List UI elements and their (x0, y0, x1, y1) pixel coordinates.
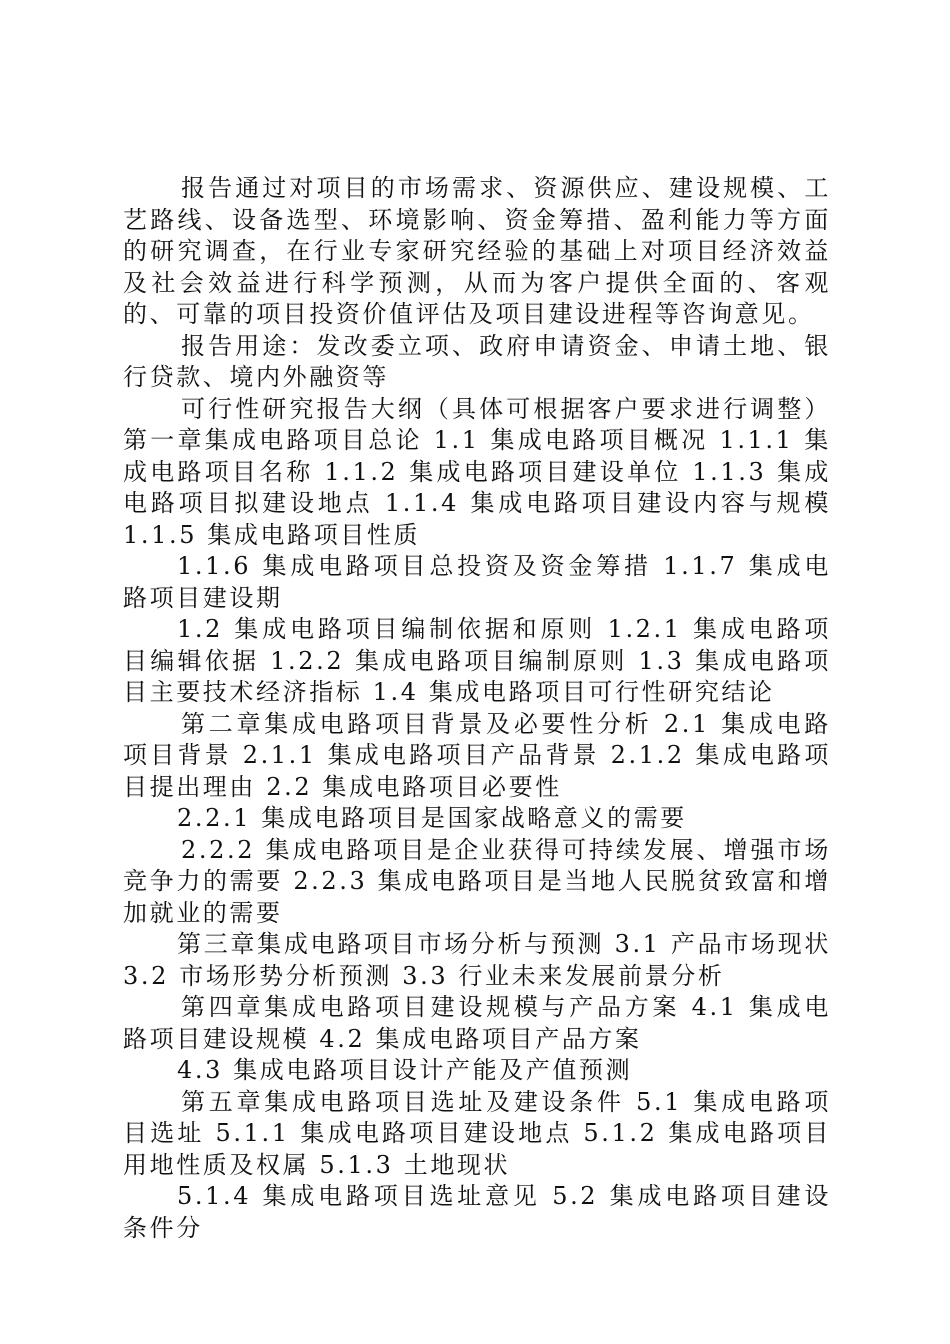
document-body (123, 173, 831, 1244)
paragraph-report-intro: 报告通过对项目的市场需求、资源供应、建设规模、工艺路线、设备选型、环境影响、资金筹措、盈利能力等方面的研究调查，在行业专家研究经验的基础上对项目经济效益及社会效益进行科学预测，从而为客户提供全面的、客观的、可靠的项目投资价值评估及项目建设进程等咨询意见。 (123, 174, 831, 328)
paragraph-outline-chapter-5: 第五章集成电路项目选址及建设条件 5.1 集成电路项目选址 5.1.1 集成电路项目建设地点 5.1.2 集成电路项目用地性质及权属 5.1.3 土地现状 (123, 1087, 831, 1179)
paragraph-outline-1-1-6: 1.1.6 集成电路项目总投资及资金筹措 1.1.7 集成电路项目建设期 (123, 552, 831, 612)
paragraph-report-usage: 报告用途：发改委立项、政府申请资金、申请土地、银行贷款、境内外融资等 (123, 331, 831, 391)
paragraph-outline-5-1-4: 5.1.4 集成电路项目选址意见 5.2 集成电路项目建设条件分 (123, 1182, 831, 1242)
paragraph-outline-2-2-1: 2.2.1 集成电路项目是国家战略意义的需要 (177, 804, 687, 832)
paragraph-outline-2-2-2: 2.2.2 集成电路项目是企业获得可持续发展、增强市场竞争力的需要 2.2.3 集成电路项目是当地人民脱贫致富和增加就业的需要 (123, 835, 831, 927)
paragraph-outline-chapter-1: 可行性研究报告大纲（具体可根据客户要求进行调整）第一章集成电路项目总论 1.1 集成电路项目概况 1.1.1 集成电路项目名称 1.1.2 集成电路项目建设单位 1.1.3 集成电路项目拟建设地点 1.1.4 集成电路项目建设内容与规模 1.1.5 集成电路项目性质 (123, 394, 831, 549)
paragraph-outline-chapter-3: 第三章集成电路项目市场分析与预测 3.1 产品市场现状 3.2 市场形势分析预测 3.3 行业未来发展前景分析 (123, 930, 831, 990)
paragraph-outline-4-3: 4.3 集成电路项目设计产能及产值预测 (177, 1056, 633, 1084)
paragraph-outline-1-2: 1.2 集成电路项目编制依据和原则 1.2.1 集成电路项目编辑依据 1.2.2 集成电路项目编制原则 1.3 集成电路项目主要技术经济指标 1.4 集成电路项目可行性研究结论 (123, 615, 831, 706)
paragraph-outline-chapter-4: 第四章集成电路项目建设规模与产品方案 4.1 集成电路项目建设规模 4.2 集成电路项目产品方案 (123, 993, 831, 1053)
paragraph-outline-chapter-2: 第二章集成电路项目背景及必要性分析 2.1 集成电路项目背景 2.1.1 集成电路项目产品背景 2.1.2 集成电路项目提出理由 2.2 集成电路项目必要性 (123, 709, 831, 801)
